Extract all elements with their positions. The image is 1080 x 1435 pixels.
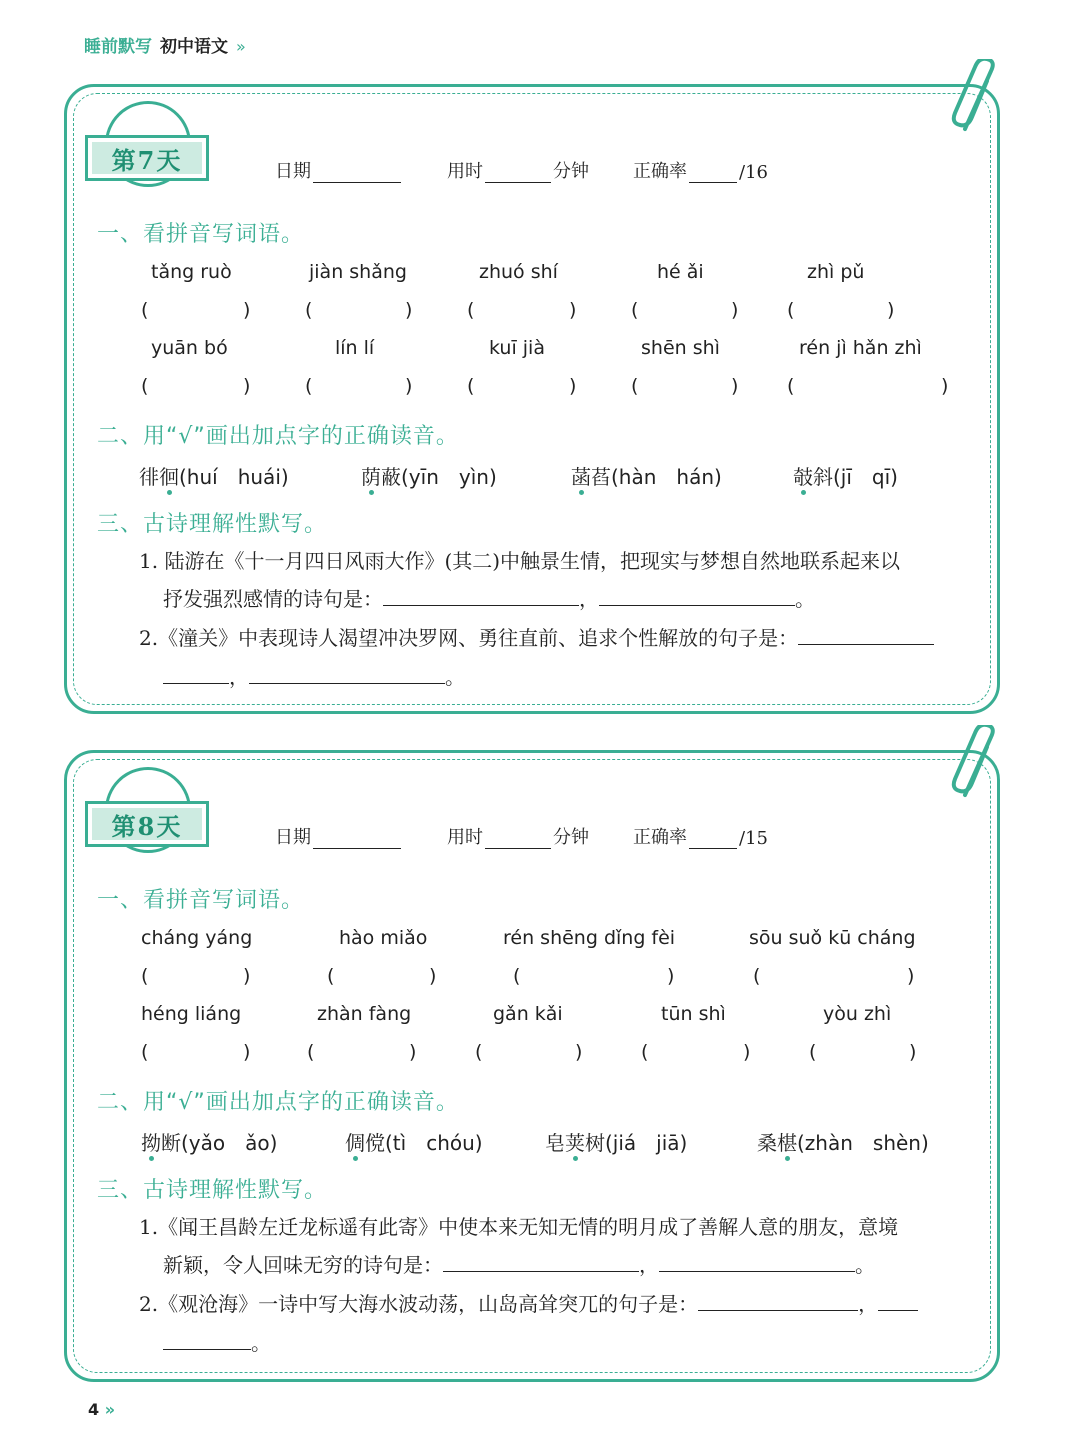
accuracy-total: /15 — [739, 828, 768, 849]
pinyin-item: hào miǎo — [339, 927, 428, 949]
answer-blank[interactable]: ( — [141, 965, 149, 987]
answer-line[interactable] — [383, 584, 579, 606]
answer-blank[interactable]: ( — [141, 375, 149, 397]
day-badge-label: 第8天 — [111, 811, 183, 841]
day8-card — [64, 750, 1000, 1382]
answer-blank[interactable]: ( — [631, 299, 639, 321]
pinyin-item: shēn shì — [641, 337, 720, 359]
series-title: 睡前默写 — [84, 37, 152, 57]
pinyin-item: zhuó shí — [479, 261, 558, 283]
pinyin-item: rén jì hǎn zhì — [799, 337, 922, 359]
pinyin-item: zhì pǔ — [807, 261, 865, 283]
pinyin-item: kuī jià — [489, 337, 545, 359]
paren-close: ) — [731, 375, 739, 397]
answer-line[interactable] — [878, 1289, 918, 1311]
accuracy-blank[interactable] — [689, 163, 737, 183]
date-blank[interactable] — [313, 163, 401, 183]
paren-close: ) — [887, 299, 895, 321]
date-label: 日期 — [275, 827, 311, 848]
answer-blank[interactable]: ( — [327, 965, 335, 987]
pinyin-item: zhàn fàng — [317, 1003, 412, 1025]
minutes-label: 分钟 — [553, 161, 589, 182]
pinyin-item: yuān bó — [151, 337, 228, 359]
reading-item[interactable]: 攲斜(jī qī) — [793, 465, 898, 489]
answer-blank[interactable]: ( — [809, 1041, 817, 1063]
paren-close: ) — [575, 1041, 583, 1063]
answer-line[interactable] — [698, 1289, 858, 1311]
paren-close: ) — [429, 965, 437, 987]
day-badge — [85, 767, 209, 867]
reading-item[interactable]: 皂荚树(jiá jiā) — [545, 1131, 688, 1155]
reading-item[interactable]: 徘徊(huí huái) — [139, 465, 289, 489]
answer-blank[interactable]: ( — [787, 299, 795, 321]
answer-blank[interactable]: ( — [631, 375, 639, 397]
answer-line[interactable] — [249, 662, 445, 684]
answer-blank[interactable]: ( — [305, 375, 313, 397]
paren-close: ) — [743, 1041, 751, 1063]
question-1-line-1: 1. 陆游在《十一月四日风雨大作》(其二)中触景生情，把现实与梦想自然地联系起来以 — [139, 549, 901, 573]
paren-close: ) — [569, 375, 577, 397]
paren-close: ) — [405, 299, 413, 321]
page-number: 4 — [88, 1400, 100, 1419]
question-1-line-2: 新颖，令人回味无穷的诗句是： ， 。 — [163, 1246, 875, 1284]
reading-item[interactable]: 桑椹(zhàn shèn) — [757, 1131, 929, 1155]
paren-close: ) — [731, 299, 739, 321]
double-chevron-icon: » — [104, 1400, 116, 1419]
running-header — [84, 32, 246, 57]
day7-card — [64, 84, 1000, 714]
double-chevron-icon: » — [236, 37, 246, 56]
section-2-title: 二、用“√”画出加点字的正确读音。 — [97, 424, 459, 449]
reading-item[interactable]: 倜傥(tì chóu) — [345, 1131, 483, 1155]
paren-close: ) — [243, 1041, 251, 1063]
time-label: 用时 — [447, 161, 483, 182]
paren-close: ) — [243, 375, 251, 397]
pinyin-item: sōu suǒ kū cháng — [749, 927, 916, 949]
minutes-label: 分钟 — [553, 827, 589, 848]
time-label: 用时 — [447, 827, 483, 848]
question-2-line-2: 。 — [163, 1324, 271, 1362]
paren-close: ) — [243, 965, 251, 987]
pinyin-item: tǎng ruò — [151, 261, 232, 283]
answer-line[interactable] — [659, 1250, 855, 1272]
pinyin-item: gǎn kǎi — [493, 1003, 563, 1025]
answer-blank[interactable]: ( — [753, 965, 761, 987]
meta-row — [275, 157, 812, 183]
answer-blank[interactable]: ( — [307, 1041, 315, 1063]
paren-close: ) — [941, 375, 949, 397]
paren-close: ) — [909, 1041, 917, 1063]
reading-item[interactable]: 拗断(yǎo ǎo) — [141, 1131, 278, 1155]
date-blank[interactable] — [313, 829, 401, 849]
answer-line[interactable] — [599, 584, 795, 606]
paperclip-icon — [947, 59, 1007, 139]
paren-close: ) — [409, 1041, 417, 1063]
paren-close: ) — [569, 299, 577, 321]
section-1-title: 一、看拼音写词语。 — [97, 222, 305, 247]
pinyin-item: tūn shì — [661, 1003, 726, 1025]
question-2-line-2: ， 。 — [163, 658, 465, 696]
paren-close: ) — [405, 375, 413, 397]
page-footer — [88, 1400, 115, 1419]
paren-close: ) — [907, 965, 915, 987]
question-1-line-2: 抒发强烈感情的诗句是： ， 。 — [163, 580, 815, 618]
answer-blank[interactable]: ( — [513, 965, 521, 987]
day-badge-label: 第7天 — [111, 145, 183, 175]
pinyin-item: jiàn shǎng — [309, 261, 407, 283]
reading-item[interactable]: 菡萏(hàn hán) — [571, 465, 722, 489]
pinyin-item: lín lí — [335, 337, 375, 359]
answer-line[interactable] — [798, 623, 934, 645]
accuracy-label: 正确率 — [633, 161, 687, 182]
answer-line[interactable] — [163, 1328, 251, 1350]
answer-blank[interactable]: ( — [787, 375, 795, 397]
answer-blank[interactable]: ( — [141, 299, 149, 321]
accuracy-total: /16 — [739, 162, 768, 183]
subject-title: 初中语文 — [160, 37, 228, 57]
accuracy-blank[interactable] — [689, 829, 737, 849]
time-blank[interactable] — [485, 829, 551, 849]
pinyin-item: rén shēng dǐng fèi — [503, 927, 676, 949]
pinyin-item: yòu zhì — [823, 1003, 892, 1025]
pinyin-item: cháng yáng — [141, 927, 253, 949]
paperclip-icon — [947, 725, 1007, 805]
answer-blank[interactable]: ( — [305, 299, 313, 321]
question-1-line-1: 1.《闻王昌龄左迁龙标遥有此寄》中使本来无知无情的明月成了善解人意的朋友，意境 — [139, 1215, 899, 1239]
answer-blank[interactable]: ( — [467, 375, 475, 397]
section-2-title: 二、用“√”画出加点字的正确读音。 — [97, 1090, 459, 1115]
pinyin-item: hé ǎi — [657, 261, 704, 283]
day-badge — [85, 101, 209, 201]
answer-blank[interactable]: ( — [475, 1041, 483, 1063]
question-2-line-1: 2.《潼关》中表现诗人渴望冲决罗网、勇往直前、追求个性解放的句子是： — [139, 619, 934, 657]
pinyin-item: héng liáng — [141, 1003, 242, 1025]
answer-line[interactable] — [443, 1250, 639, 1272]
reading-item[interactable]: 荫蔽(yīn yìn) — [361, 465, 497, 489]
answer-blank[interactable]: ( — [467, 299, 475, 321]
answer-blank[interactable]: ( — [641, 1041, 649, 1063]
paren-close: ) — [243, 299, 251, 321]
section-3-title: 三、古诗理解性默写。 — [97, 512, 328, 537]
question-2-line-1: 2.《观沧海》一诗中写大海水波动荡，山岛高耸突兀的句子是： ， — [139, 1285, 918, 1323]
paren-close: ) — [667, 965, 675, 987]
meta-row — [275, 823, 812, 849]
time-blank[interactable] — [485, 163, 551, 183]
date-label: 日期 — [275, 161, 311, 182]
answer-blank[interactable]: ( — [141, 1041, 149, 1063]
section-1-title: 一、看拼音写词语。 — [97, 888, 305, 913]
answer-line[interactable] — [163, 662, 229, 684]
section-3-title: 三、古诗理解性默写。 — [97, 1178, 328, 1203]
accuracy-label: 正确率 — [633, 827, 687, 848]
